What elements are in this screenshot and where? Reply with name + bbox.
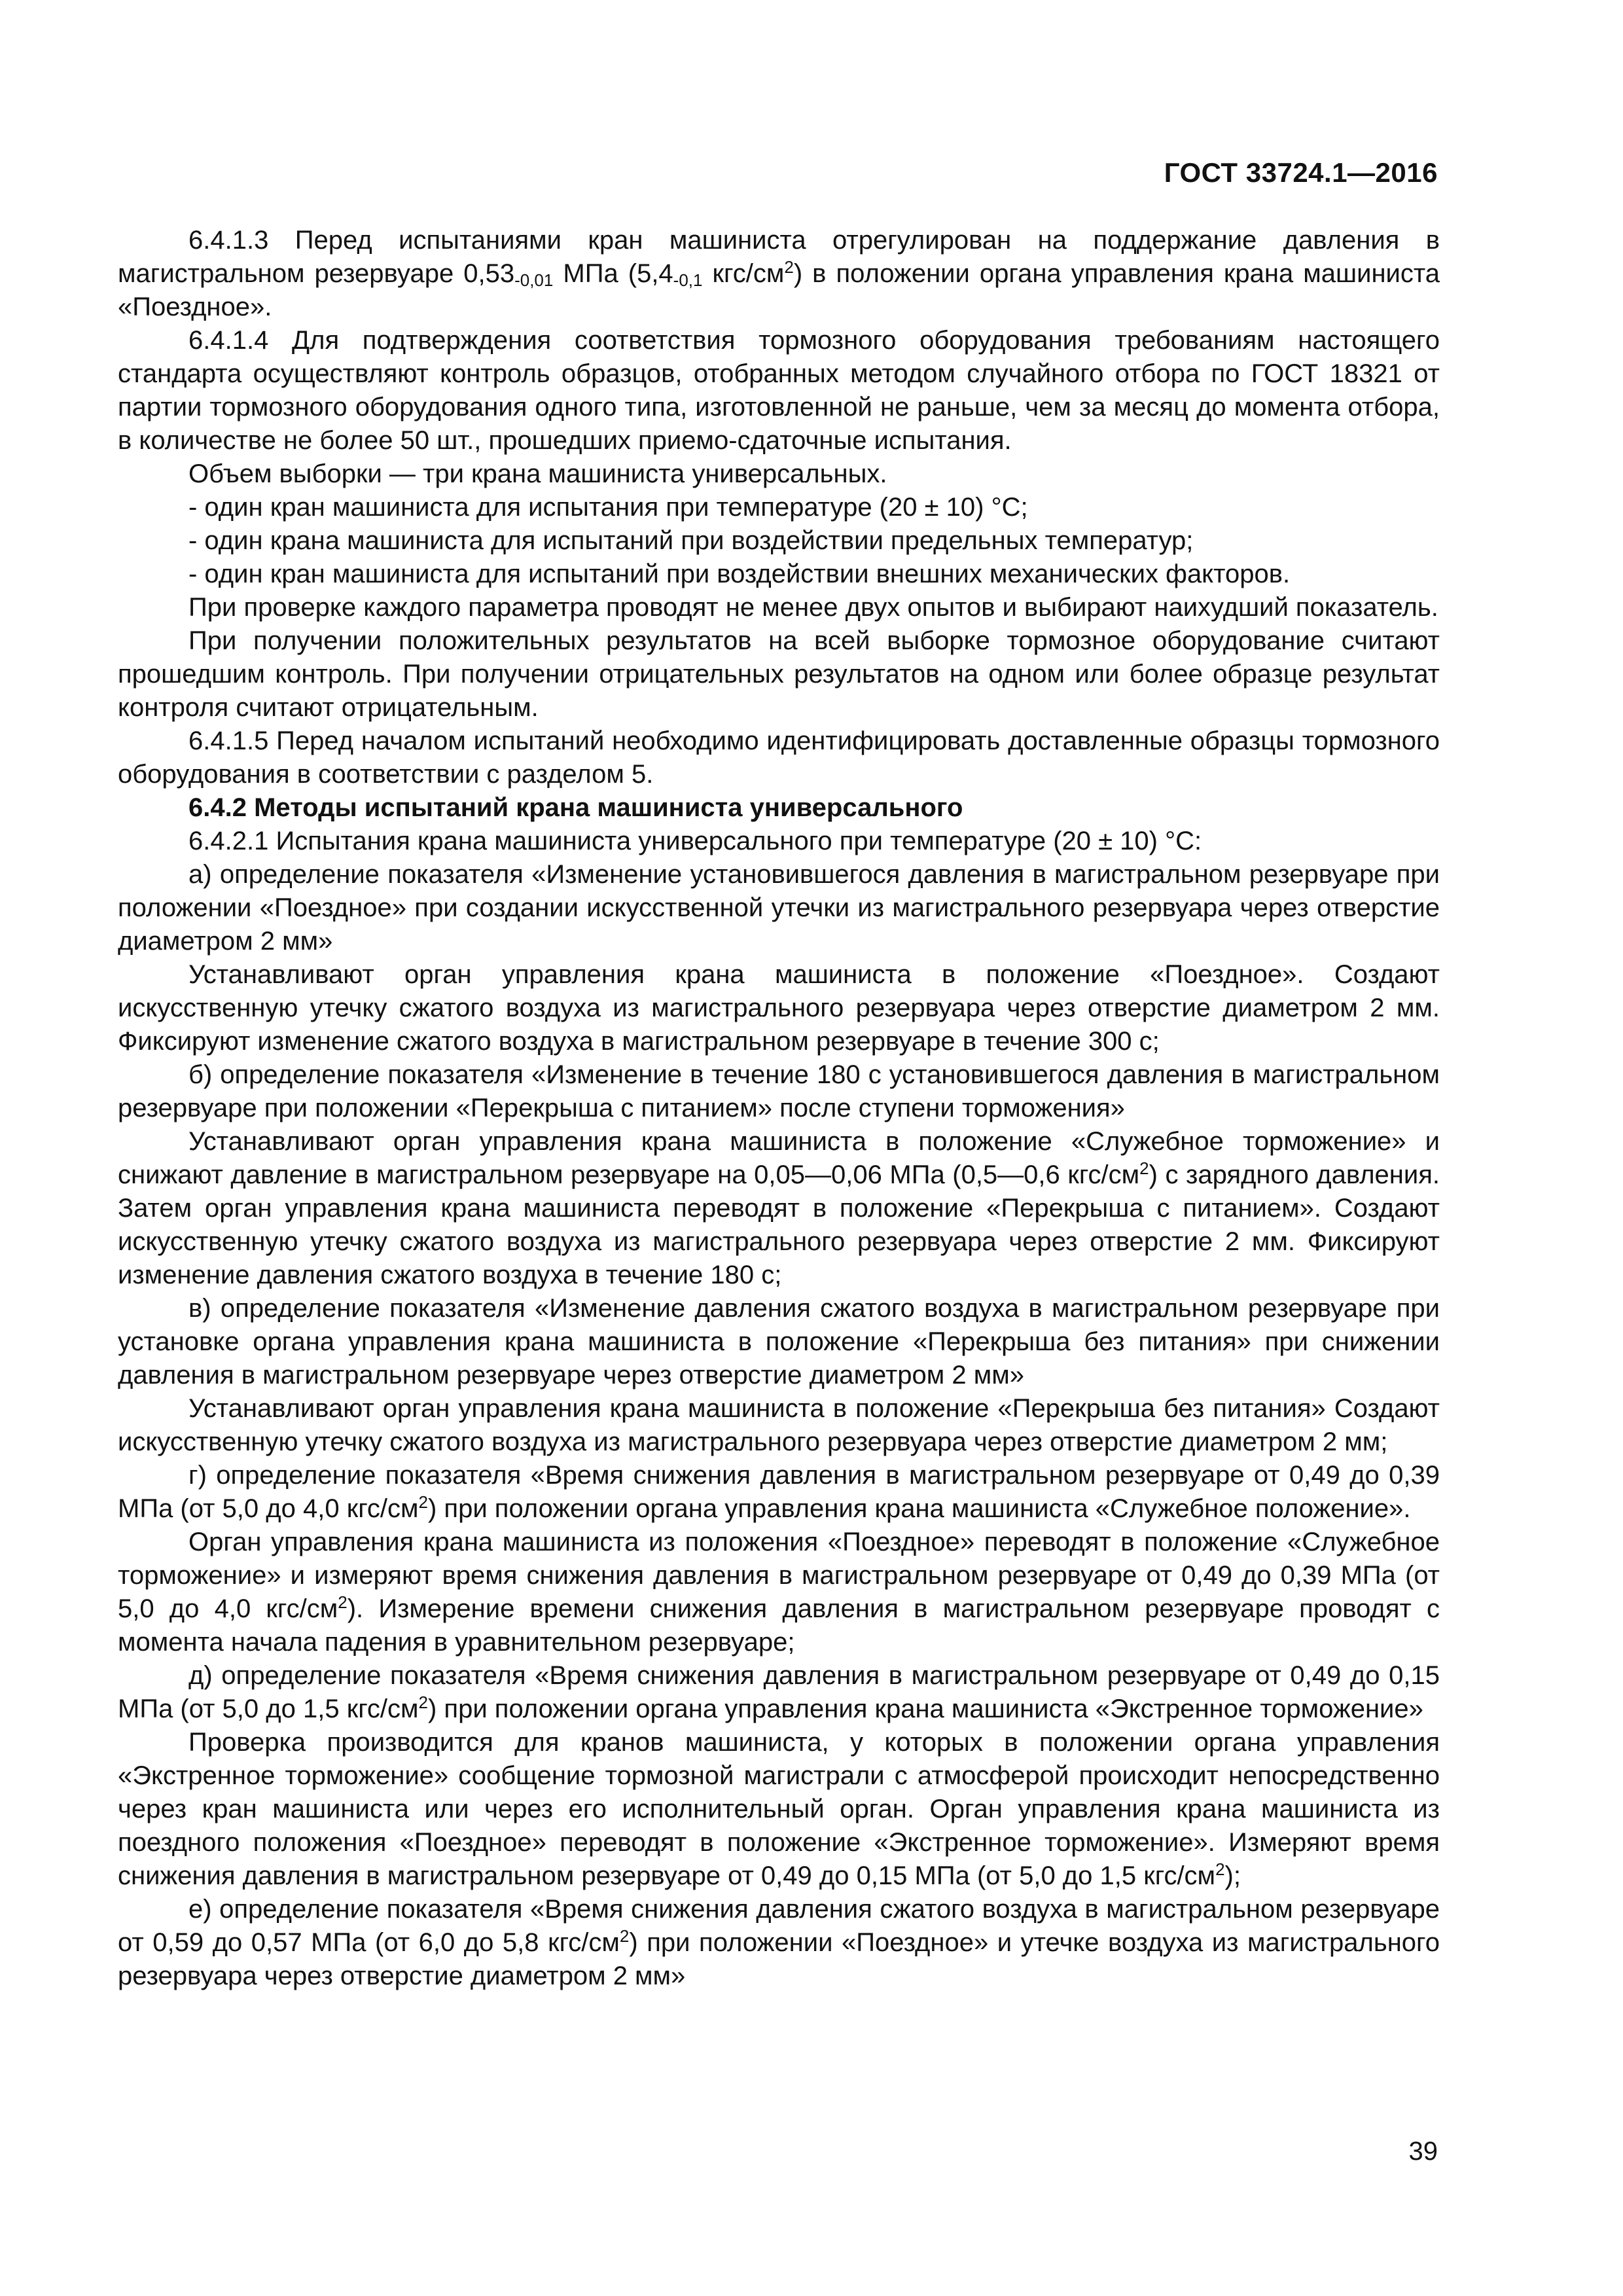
paragraph-item-g: г) определение показателя «Время снижения давления в магистральном резервуаре от 0,49 до 0,39 МПа (от 5,0 до 4,0 кгс/$см^2$) при положении органа управления крана машиниста «Служебное положение».: [118, 1461, 1440, 1523]
paragraph-item-a: а) определение показателя «Изменение установившегося давления в магистральном резервуаре при положении «Поездное» при создании искусственной утечки из магистрального резервуара через отверстие диаметром 2 мм»: [118, 860, 1440, 956]
document-body: [118, 224, 1440, 1993]
paragraph-6-4-1-4: 6.4.1.4 Для подтверждения соответствия тормозного оборудования требованиям настоящего стандарта осуществляют контроль образцов, отобранных методом случайного отбора по ГОСТ 18321 от партии тормозного оборудования одного типа, изготовленной не раньше, чем за месяц до момента отбора, в количестве не более 50 шт., прошедших приемо-сдаточные испытания.: [118, 326, 1440, 455]
paragraph-item-v: в) определение показателя «Изменение давления сжатого воздуха в магистральном резервуаре при установке органа управления крана машиниста в положение «Перекрыша без питания» при снижении давления в магистральном резервуаре через отверстие диаметром 2 мм»: [118, 1294, 1440, 1390]
paragraph: Проверка производится для кранов машиниста, у которых в положении органа управления «Экстренное торможение» сообщение тормозной магистрали с атмосферой происходит непосредственно через кран машиниста или через его исполнительный орган. Орган управления крана машиниста из поездного положения «Поездное» переводят в положение «Экстренное торможение». Измеряют время снижения давления в магистральном резервуаре от 0,49 до 0,15 МПа (от 5,0 до 1,5 кгс/$см^2$);: [118, 1728, 1440, 1890]
paragraph: При проверке каждого параметра проводят не менее двух опытов и выбирают наихудший показатель.: [188, 593, 1438, 622]
paragraph: Устанавливают орган управления крана машиниста в положение «Поездное». Создают искусственную утечку сжатого воздуха из магистрального резервуара через отверстие диаметром 2 мм. Фиксируют изменение сжатого воздуха в магистральном резервуаре в течение 300 с;: [118, 960, 1440, 1056]
paragraph-6-4-1-3: 6.4.1.3 Перед испытаниями кран машиниста отрегулирован на поддержание давления в магистральном резервуаре $0,53_{-0,01}$ МПа ($5,4_{-0,1}$ кгс/$см^2$) в положении органа управления крана машиниста «Поездное».: [118, 226, 1440, 321]
page-number: 39: [1408, 2137, 1438, 2166]
section-heading-6-4-2: 6.4.2 Методы испытаний крана машиниста универсального: [188, 793, 963, 822]
paragraph: Устанавливают орган управления крана машиниста в положение «Служебное торможение» и снижают давление в магистральном резервуаре на 0,05—0,06 МПа (0,5—0,6 кгс/$см^2$) с зарядного давления. Затем орган управления крана машиниста переводят в положение «Перекрыша с питанием». Создают искусственную утечку сжатого воздуха из магистрального резервуара через отверстие 2 мм. Фиксируют изменение давления сжатого воздуха в течение 180 с;: [118, 1127, 1440, 1289]
paragraph-6-4-2-1: 6.4.2.1 Испытания крана машиниста универсального при температуре (20 ± 10) °С:: [188, 827, 1202, 855]
paragraph: Устанавливают орган управления крана машиниста в положение «Перекрыша без питания» Создают искусственную утечку сжатого воздуха из магистрального резервуара через отверстие диаметром 2 мм;: [118, 1394, 1440, 1456]
document-header-id: ГОСТ 33724.1—2016: [1164, 157, 1438, 188]
list-item: - один кран машиниста для испытания при температуре (20 ± 10) °С;: [188, 493, 1028, 522]
paragraph-6-4-1-5: 6.4.1.5 Перед началом испытаний необходимо идентифицировать доставленные образцы тормозного оборудования в соответствии с разделом 5.: [118, 726, 1440, 789]
list-item: - один крана машиниста для испытаний при воздействии предельных температур;: [188, 526, 1194, 555]
paragraph-sample-size: Объем выборки — три крана машиниста универсальных.: [188, 459, 887, 488]
paragraph-item-d: д) определение показателя «Время снижения давления в магистральном резервуаре от 0,49 до 0,15 МПа (от 5,0 до 1,5 кгс/$см^2$) при положении органа управления крана машиниста «Экстренное торможение»: [118, 1661, 1440, 1723]
paragraph: Орган управления крана машиниста из положения «Поездное» переводят в положение «Служебное торможение» и измеряют время снижения давления в магистральном резервуаре от 0,49 до 0,39 МПа (от 5,0 до 4,0 кгс/$см^2$). Измерение времени снижения давления в магистральном резервуаре проводят с момента начала падения в уравнительном резервуаре;: [118, 1528, 1440, 1657]
list-item: - один кран машиниста для испытаний при воздействии внешних механических факторов.: [188, 560, 1291, 588]
paragraph: При получении положительных результатов на всей выборке тормозное оборудование считают прошедшим контроль. При получении отрицательных результатов на одном или более образце результат контроля считают отрицательным.: [118, 626, 1440, 722]
paragraph-item-e: е) определение показателя «Время снижения давления сжатого воздуха в магистральном резервуаре от 0,59 до 0,57 МПа (от 6,0 до 5,8 кгс/$см^2$) при положении «Поездное» и утечке воздуха из магистрального резервуара через отверстие диаметром 2 мм»: [118, 1895, 1440, 1990]
paragraph-item-b: б) определение показателя «Изменение в течение 180 с установившегося давления в магистральном резервуаре при положении «Перекрыша с питанием» после ступени торможения»: [118, 1060, 1440, 1122]
